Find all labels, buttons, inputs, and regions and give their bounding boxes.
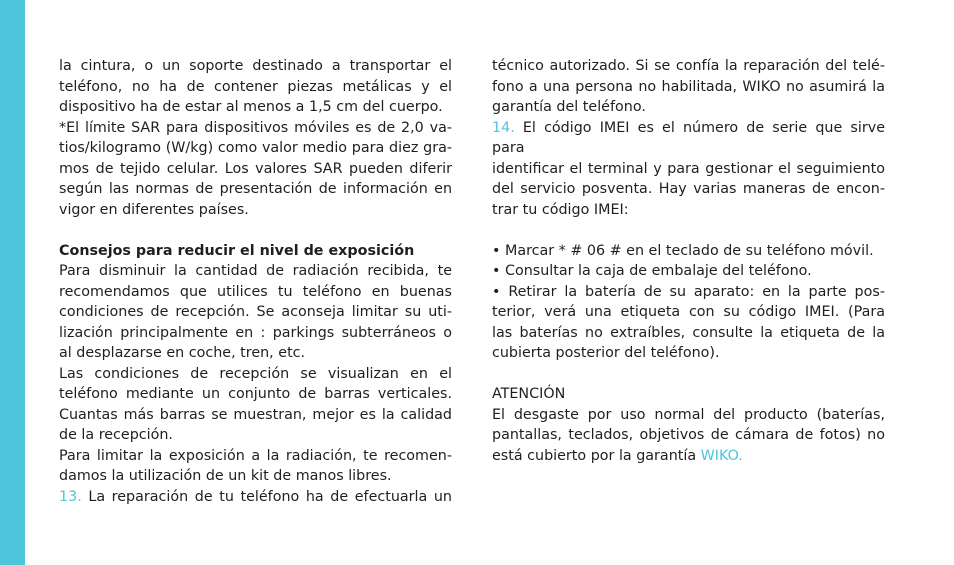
item-text: El código IMEI es el número de serie que sirve para xyxy=(492,119,885,156)
text-segment: está cubierto por la garantía xyxy=(492,447,701,464)
text-line: vigor en diferentes países. xyxy=(59,201,249,218)
item-text: La reparación de tu teléfono ha de efectuarla un xyxy=(81,488,452,505)
text-line: la cintura, o un soporte destinado a transportar el xyxy=(59,58,452,74)
bullet-item: • Marcar * # 06 # en el teclado de su teléfono móvil. xyxy=(492,242,874,259)
text-line: dispositivo ha de estar al menos a 1,5 cm del cuerpo. xyxy=(59,99,443,115)
text-line: según las normas de presentación de información en xyxy=(59,181,452,197)
text-line: teléfono, no ha de contener piezas metálicas y el xyxy=(59,78,452,95)
attention-heading: ATENCIÓN xyxy=(492,386,566,402)
section-heading: Consejos para reducir el nivel de exposición xyxy=(59,242,415,259)
right-column xyxy=(492,56,885,466)
text-line: *El límite SAR para dispositivos móviles es de 2,0 va- xyxy=(59,119,452,136)
text-line: mos de tejido celular. Los valores SAR pueden diferir xyxy=(59,160,452,177)
text-line xyxy=(492,446,885,467)
text-line: identificar el terminal y para gestionar el seguimiento xyxy=(492,160,885,177)
text-line: garantía del teléfono. xyxy=(492,99,646,115)
text-line: tios/kilogramo (W/kg) como valor medio para diez gra- xyxy=(59,140,452,156)
item-number: 13. xyxy=(59,488,82,505)
text-line: damos la utilización de un kit de manos libres. xyxy=(59,468,392,484)
left-column xyxy=(59,56,452,507)
text-line: fono a una persona no habilitada, WIKO no asumirá la xyxy=(492,78,885,95)
text-line: terior, verá una etiqueta con su código IMEI. (Para xyxy=(492,304,885,320)
numbered-item-14 xyxy=(492,118,885,159)
text-line: cubierta posterior del teléfono). xyxy=(492,345,720,361)
text-line: Las condiciones de recepción se visualizan en el xyxy=(59,365,452,382)
text-line: recomendamos que utilices tu teléfono en buenas xyxy=(59,283,452,300)
text-line: trar tu código IMEI: xyxy=(492,201,629,218)
brand-name: WIKO. xyxy=(700,447,743,464)
text-line: del servicio posventa. Hay varias maneras de encon- xyxy=(492,181,885,197)
bullet-item: • Consultar la caja de embalaje del teléfono. xyxy=(492,263,812,279)
text-line: técnico autorizado. Si se confía la reparación del telé- xyxy=(492,58,885,74)
text-line: Para limitar la exposición a la radiación, te recomen- xyxy=(59,447,452,464)
text-line: Para disminuir la cantidad de radiación recibida, te xyxy=(59,263,452,279)
text-line: teléfono mediante un conjunto de barras verticales. xyxy=(59,386,452,402)
accent-side-bar xyxy=(0,0,25,565)
text-line: las baterías no extraíbles, consulte la etiqueta de la xyxy=(492,324,885,341)
text-line: de la recepción. xyxy=(59,427,173,443)
text-line: condiciones de recepción. Se aconseja limitar su uti- xyxy=(59,304,452,320)
text-line: El desgaste por uso normal del producto (baterías, xyxy=(492,406,885,423)
bullet-item: • Retirar la batería de su aparato: en la parte pos- xyxy=(492,283,885,300)
text-line: pantallas, teclados, objetivos de cámara de fotos) no xyxy=(492,427,885,443)
text-line: lización principalmente en : parkings subterráneos o xyxy=(59,324,452,341)
item-number: 14. xyxy=(492,119,515,136)
text-line: Cuantas más barras se muestran, mejor es la calidad xyxy=(59,406,452,423)
text-line: al desplazarse en coche, tren, etc. xyxy=(59,345,306,361)
numbered-item-13 xyxy=(59,487,452,508)
